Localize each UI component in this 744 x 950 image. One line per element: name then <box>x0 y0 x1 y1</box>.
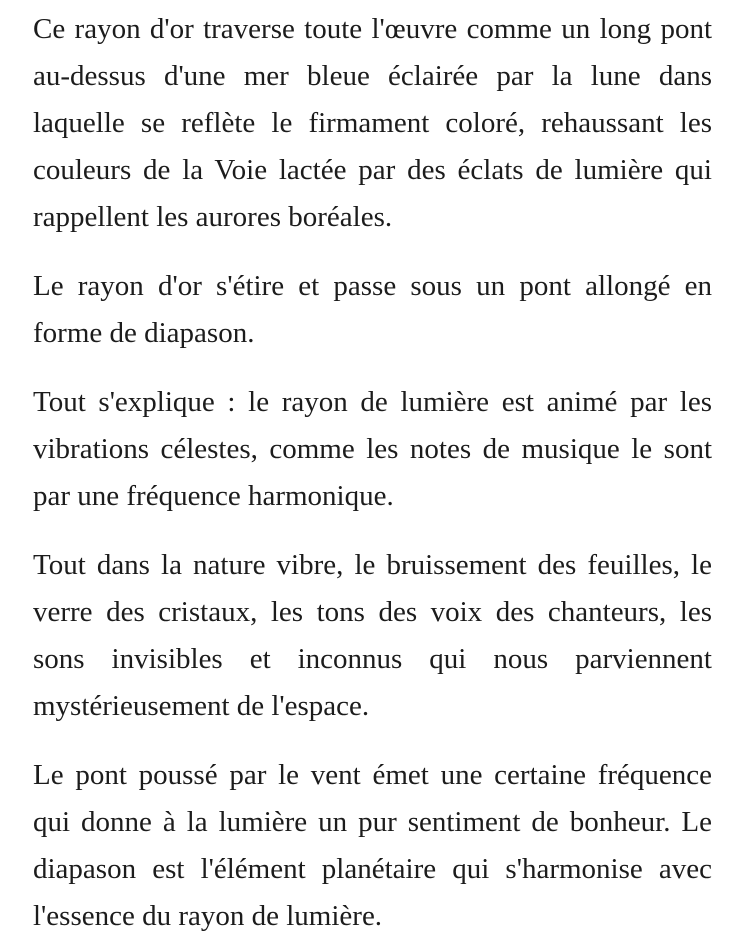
paragraph: Le pont poussé par le vent émet une certaine fréquence qui donne à la lumière un pur sentiment de bonheur. Le diapason est l'élément planétaire qui s'harmonise avec l'essence du rayon de lumière. <box>33 759 712 932</box>
paragraph: Tout s'explique : le rayon de lumière est animé par les vibrations célestes, comme les notes de musique le sont par une fréquence harmonique. <box>33 386 712 512</box>
paragraph: Tout dans la nature vibre, le bruissement des feuilles, le verre des cristaux, les tons des voix des chanteurs, les sons invisibles et inconnus qui nous parviennent mystérieusement de l'espace. <box>33 549 712 722</box>
paragraph: Le rayon d'or s'étire et passe sous un pont allongé en forme de diapason. <box>33 270 712 349</box>
paragraph-list <box>33 6 712 940</box>
paragraph: Ce rayon d'or traverse toute l'œuvre comme un long pont au-dessus d'une mer bleue éclairée par la lune dans laquelle se reflète le firmament coloré, rehaussant les couleurs de la Voie lactée par des éclats de lumière qui rappellent les aurores boréales. <box>33 13 712 233</box>
